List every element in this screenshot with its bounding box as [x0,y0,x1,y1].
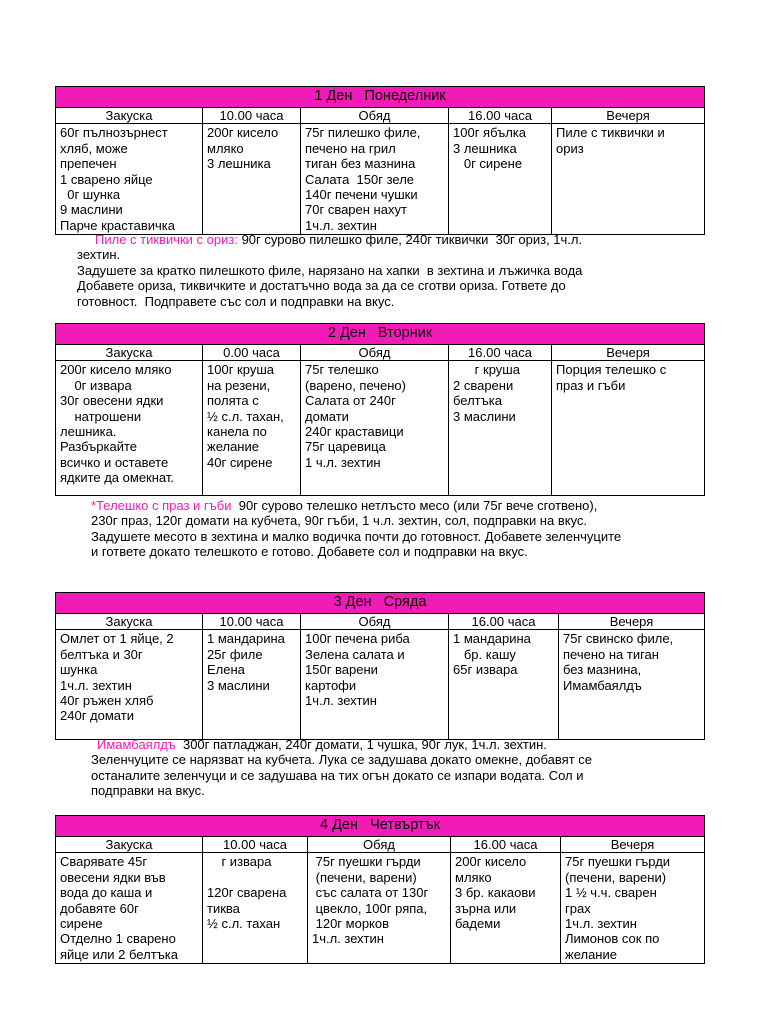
dinner-cell [559,630,705,740]
recipe-line: Зеленчуците се нарязват на кубчета. Лука се задушава докато омекне, добавят се [91,752,592,768]
recipe-name: Имамбаялдъ [97,737,176,752]
table-row [56,630,705,740]
cell-line: шунка [60,662,98,678]
recipe-line: готовност. Подправете със сол и подправки на вкус. [77,293,395,309]
cell-line: 9 маслини [60,202,123,218]
cell-line: хляб, може [60,140,128,156]
cell-line: 1ч.л. зехтин [60,677,132,693]
snack-2-cell [449,124,552,235]
cell-line: ½ с.л. тахан [207,916,281,932]
cell-line: 75г свинско филе, [563,631,674,647]
recipe-text: 90г сурово телешко нетлъсто месо (или 75г вече сготвено), [231,498,598,513]
breakfast-cell [56,853,203,964]
cell-line: овесени ядки във [60,869,166,885]
cell-line: 100г круша [207,362,274,378]
cell-line: 40г сирене [207,454,273,470]
cell-line: мляко [455,869,492,885]
cell-line: белтъка [453,393,502,409]
snack-1-cell [203,853,308,964]
cell-line: домати [305,408,349,424]
col-header-snack-2: 16.00 часа [451,837,561,853]
cell-line: Порция телешко с [556,362,667,378]
day-4-table [55,815,705,964]
recipe-name: Пиле с тиквички с ориз: [95,232,238,247]
cell-line: г извара [207,854,272,870]
cell-line: Салата от 240г [305,393,396,409]
breakfast-cell [56,361,203,496]
cell-line: грах [565,900,591,916]
recipe-line [91,498,691,513]
cell-line: 0г извара [60,377,132,393]
cell-line: картофи [305,677,357,693]
cell-line: Парче краставичка [60,217,175,233]
cell-line: зърна или [455,900,517,916]
cell-line: 75г пуешки гърди [312,854,421,870]
snack-1-cell [203,361,301,496]
table-row [56,124,705,235]
cell-line: всичко и оставете [60,454,169,470]
cell-line: 120г морков [312,916,390,932]
cell-line: желание [207,439,259,455]
recipe-line [77,232,677,247]
dinner-cell [561,853,705,964]
cell-line: 200г кисело [455,854,527,870]
cell-line: желание [565,946,617,962]
cell-line: тиква [207,900,240,916]
dinner-cell [552,361,705,496]
recipe-line: зехтин. [77,247,121,263]
cell-line: 240г домати [60,708,134,724]
day-2-table [55,323,705,496]
col-header-snack-1: 10.00 часа [203,108,301,124]
col-header-lunch: Обяд [301,345,449,361]
cell-line: г круша [453,362,520,378]
recipe-line: останалите зеленчуци и се задушава на тих огън докато се изпари водата. Сол и [91,767,584,783]
recipe-line: 230г праз, 120г домати на кубчета, 90г гъби, 1 ч.л. зехтин, сол, подправки на вкус. [91,513,588,529]
cell-line: ориз [556,140,584,156]
cell-line: 150г варени [305,662,378,678]
day-1-table [55,86,705,235]
col-header-snack-2: 16.00 часа [449,108,552,124]
cell-line: Сварявате 45г [60,854,148,870]
cell-line: Отделно 1 сварено [60,931,176,947]
col-header-snack-1: 0.00 часа [203,345,301,361]
cell-line: 120г сварена [207,885,287,901]
cell-line: 65г извара [453,662,518,678]
cell-line: 3 маслини [207,677,270,693]
lunch-cell [301,630,449,740]
cell-line: 60г пълнозърнест [60,125,168,141]
breakfast-cell [56,124,203,235]
col-header-breakfast: Закуска [56,837,203,853]
recipe-name: *Телешко с праз и гъби [91,498,232,513]
cell-line: печено на тиган [563,646,659,662]
cell-line: 75г пуешки гърди [565,854,671,870]
cell-line [207,870,303,885]
cell-line: 0г шунка [60,187,121,203]
dinner-cell [552,124,705,235]
cell-line: 200г кисело [207,125,279,141]
col-header-dinner: Вечеря [552,345,705,361]
cell-line: 1ч.л. зехтин [305,693,377,709]
cell-line: 3 маслини [453,408,516,424]
snack-2-cell [449,361,552,496]
cell-line: 0г сирене [453,156,523,172]
cell-line: 2 сварени [453,377,514,393]
col-header-snack-1: 10.00 часа [203,614,301,630]
col-header-snack-2: 16.00 часа [449,614,559,630]
cell-line: натрошени [60,408,142,424]
day-1-title: 1 Ден Понеделник [56,87,705,108]
cell-line: 1 мандарина [207,631,285,647]
cell-line: (печени, варени) [312,869,417,885]
recipe-line: Добавете ориза, тиквичките и достатъчно вода за да се сготви ориза. Гответе до [77,278,566,294]
cell-line: 100г печена риба [305,631,410,647]
lunch-cell [301,124,449,235]
recipe-line: подправки на вкус. [91,783,205,799]
recipe-line: и гответе докато телешкото е готово. Добавете сол и подправки на вкус. [91,544,528,560]
snack-1-cell [203,630,301,740]
col-header-dinner: Вечеря [559,614,705,630]
col-header-breakfast: Закуска [56,108,203,124]
cell-line: тиган без мазнина [305,156,416,172]
cell-line: 240г краставици [305,424,404,440]
cell-line: 200г кисело мляко [60,362,172,378]
cell-line: 100г ябълка [453,125,527,141]
table-row [56,361,705,496]
cell-line: 1 ч.л. зехтин [305,454,381,470]
cell-line: препечен [60,156,117,172]
cell-line: 40г ръжен хляб [60,693,154,709]
day-3-recipe [91,737,691,799]
cell-line: ½ с.л. тахан, [207,408,284,424]
recipe-line: Задушете за кратко пилешкото филе, нарязано на хапки в зехтина и лъжичка вода [77,262,583,278]
cell-line: на резени, [207,377,271,393]
col-header-dinner: Вечеря [552,108,705,124]
recipe-line [91,737,691,752]
cell-line: 75г телешко [305,362,379,378]
cell-line: вода до каша и [60,885,153,901]
cell-line: канела по [207,424,267,440]
cell-line: 3 бр. какаови [455,885,536,901]
cell-line: 75г царевица [305,439,386,455]
cell-line: със салата от 130г [312,885,429,901]
col-header-breakfast: Закуска [56,614,203,630]
cell-line: 1 сварено яйце [60,171,153,187]
day-2-recipe [91,498,691,560]
cell-line: 30г овесени ядки [60,393,164,409]
cell-line: цвекло, 100г ряпа, [312,900,428,916]
recipe-text: 90г сурово пилешко филе, 240г тиквички 30г ориз, 1ч.л. [237,232,583,247]
cell-line: белтъка и 30г [60,646,143,662]
day-1-recipe [77,232,677,309]
cell-line: Лимонов сок по [565,931,660,947]
lunch-cell [308,853,451,964]
lunch-cell [301,361,449,496]
breakfast-cell [56,630,203,740]
day-3-table [55,592,705,740]
cell-line: (варено, печено) [305,377,406,393]
cell-line: праз и гъби [556,377,626,393]
day-4-title: 4 Ден Четвъртък [56,816,705,837]
cell-line: без мазнина, [563,662,642,678]
cell-line: печено на грил [305,140,396,156]
cell-line: Разбъркайте [60,439,138,455]
cell-line: 1 ½ ч.ч. сварен [565,885,657,901]
cell-line: ядките да омекнат. [60,470,174,486]
recipe-text: 300г патладжан, 240г домати, 1 чушка, 90г лук, 1ч.л. зехтин. [175,737,547,752]
cell-line: мляко [207,140,244,156]
cell-line: 1ч.л. зехтин [312,931,384,947]
cell-line: 1 мандарина [453,631,531,647]
cell-line: 140г печени чушки [305,187,418,203]
col-header-breakfast: Закуска [56,345,203,361]
cell-line: Омлет от 1 яйце, 2 [60,631,174,647]
col-header-lunch: Обяд [308,837,451,853]
cell-line: яйце или 2 белтъка [60,946,178,962]
cell-line: 1ч.л. зехтин [565,916,637,932]
cell-line: добавяте 60г [60,900,139,916]
cell-line: 3 лешника [207,156,271,172]
cell-line: Зелена салата и [305,646,405,662]
snack-1-cell [203,124,301,235]
cell-line: (печени, варени) [565,869,667,885]
cell-line: Салата 150г зеле [305,171,415,187]
cell-line: Имамбаялдъ [563,677,642,693]
table-row [56,853,705,964]
cell-line: 75г пилешко филе, [305,125,421,141]
snack-2-cell [449,630,559,740]
col-header-snack-2: 16.00 часа [449,345,552,361]
cell-line: 25г филе [207,646,263,662]
cell-line: сирене [60,916,103,932]
recipe-line: Задушете месото в зехтина и малко водичка почти до готовност. Добавете зеленчуците [91,528,622,544]
cell-line: Елена [207,662,245,678]
cell-line: 3 лешника [453,140,517,156]
cell-line: бр. кашу [453,646,516,662]
col-header-lunch: Обяд [301,108,449,124]
cell-line: Пиле с тиквички и [556,125,665,141]
col-header-lunch: Обяд [301,614,449,630]
col-header-dinner: Вечеря [561,837,705,853]
cell-line: бадеми [455,916,501,932]
cell-line: 1ч.л. зехтин [305,217,377,233]
day-2-title: 2 Ден Вторник [56,324,705,345]
day-3-title: 3 Ден Сряда [56,593,705,614]
cell-line: 70г сварен нахут [305,202,407,218]
col-header-snack-1: 10.00 часа [203,837,308,853]
cell-line: полята с [207,393,259,409]
cell-line: лешника. [60,424,117,440]
snack-2-cell [451,853,561,964]
